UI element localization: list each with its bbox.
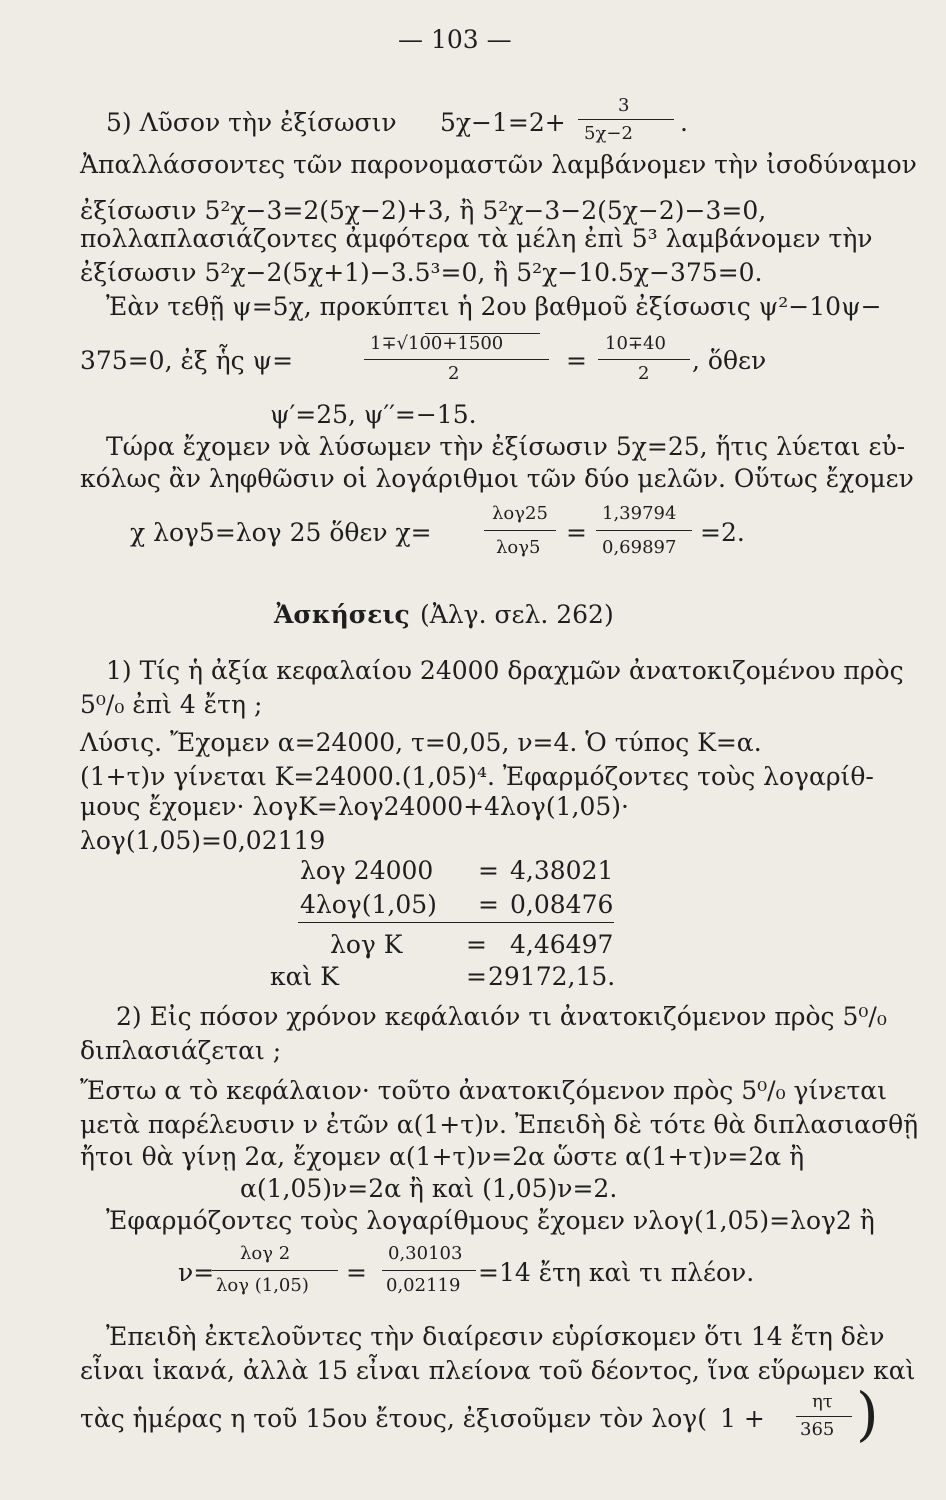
formula-numerator: 10∓40 xyxy=(605,333,666,354)
page-number: — 103 — xyxy=(398,25,512,54)
text-line: Ἐὰν τεθῇ ψ=5χ, προκύπτει ἡ 2ου βαθμοῦ ἐξίσωσις ψ²−10ψ− xyxy=(106,292,882,321)
log-table-label: λογ Κ xyxy=(330,930,403,959)
exercise-5-intro: 5) Λῦσον τὴν ἐξίσωσιν xyxy=(106,108,397,137)
log-table-equals: = xyxy=(466,930,487,959)
exercise-2-question: 2) Εἰς πόσον χρόνον κεφάλαιόν τι ἀνατοκιζόμενον πρὸς 5⁰/₀ xyxy=(116,1002,887,1031)
text-line: Τώρα ἔχομεν νὰ λύσωμεν τὴν ἐξίσωσιν 5χ=25, ἥτις λύεται εὐ- xyxy=(106,432,906,461)
exercise-2-solution: Ἐφαρμόζοντες τοὺς λογαρίθμους ἔχομεν νλογ(1,05)=λογ2 ἢ xyxy=(106,1206,875,1235)
text-line: τὰς ἡμέρας η τοῦ 15ου ἔτους, ἐξισοῦμεν τὸν λογ( xyxy=(80,1404,707,1433)
exercise-2-solution: α(1,05)ν=2α ἢ καὶ (1,05)ν=2. xyxy=(240,1174,618,1203)
log-table-label: καὶ Κ xyxy=(270,962,339,991)
text-line: Ἀπαλλάσσοντες τῶν παρονομαστῶν λαμβάνομεν τὴν ἰσοδύναμον xyxy=(80,150,917,179)
formula-fraction-bar xyxy=(484,530,556,531)
log-table-value: 4,38021 xyxy=(510,856,614,885)
formula-fraction-bar xyxy=(212,1270,338,1271)
exercise-1-solution: λογ(1,05)=0,02119 xyxy=(80,826,326,855)
formula-denominator: λογ5 xyxy=(496,537,541,558)
formula-equals: = xyxy=(346,1258,367,1287)
formula-numerator: 1∓√100+1500 xyxy=(370,333,504,354)
text-line: κόλως ἂν ληφθῶσιν οἱ λογάριθμοι τῶν δύο μελῶν. Οὕτως ἔχομεν xyxy=(80,464,914,493)
formula-fraction-bar xyxy=(596,530,692,531)
formula-numerator: ητ xyxy=(812,1391,833,1412)
exercise-5-end: . xyxy=(680,108,688,137)
formula-term: 1 + xyxy=(720,1404,765,1433)
text-line: Ἐπειδὴ ἐκτελοῦντες τὴν διαίρεσιν εὑρίσκομεν ὅτι 14 ἔτη δὲν xyxy=(106,1322,885,1351)
exercise-2-solution: Ἔστω α τὸ κεφάλαιον· τοῦτο ἀνατοκιζόμενον πρὸς 5⁰/₀ γίνεται xyxy=(80,1076,887,1105)
exercise-1-solution: μους ἔχομεν· λογΚ=λογ24000+4λογ(1,05)· xyxy=(80,792,629,821)
log-table-label: λογ 24000 xyxy=(300,856,434,885)
closing-parenthesis: ) xyxy=(856,1380,879,1448)
exercise-5-frac-bar xyxy=(578,119,674,120)
text-line: ἐξίσωσιν 5²χ−3=2(5χ−2)+3, ἢ 5²χ−3−2(5χ−2)−3=0, xyxy=(80,196,767,225)
log-table-value: 0,08476 xyxy=(510,890,614,919)
section-heading-ref: (Ἀλγ. σελ. 262) xyxy=(420,600,614,629)
formula-fraction-bar xyxy=(382,1270,476,1271)
log-table-equals: = xyxy=(466,962,487,991)
log-table-label: 4λογ(1,05) xyxy=(300,890,437,919)
exercise-1-question: 1) Τίς ἡ ἀξία κεφαλαίου 24000 δραχμῶν ἀνατοκιζομένου πρὸς xyxy=(106,656,904,685)
log-table-equals: = xyxy=(478,856,499,885)
formula-tail: , ὅθεν xyxy=(692,346,767,375)
log-table-value: 29172,15. xyxy=(488,962,616,991)
formula-equals: = xyxy=(566,346,587,375)
exercise-5-frac-num: 3 xyxy=(618,95,630,116)
formula-numerator: λογ 2 xyxy=(240,1243,291,1264)
formula-denominator: 0,69897 xyxy=(602,537,677,558)
formula-numerator: 1,39794 xyxy=(602,503,677,524)
exercise-2-solution: μετὰ παρέλευσιν ν ἐτῶν α(1+τ)ν. Ἐπειδὴ δὲ τότε θὰ διπλασιασθῇ xyxy=(80,1110,919,1139)
text-line: ψ′=25, ψ′′=−15. xyxy=(270,400,477,429)
log-table-sum-rule xyxy=(298,922,614,923)
exercise-2-question: διπλασιάζεται ; xyxy=(80,1036,282,1065)
formula-numerator: 0,30103 xyxy=(388,1243,463,1264)
text-line: ἐξίσωσιν 5²χ−2(5χ+1)−3.5³=0, ἢ 5²χ−10.5χ−375=0. xyxy=(80,258,763,287)
formula-denominator: 0,02119 xyxy=(386,1275,461,1296)
formula-denominator: λογ (1,05) xyxy=(216,1275,309,1296)
formula-numerator: λογ25 xyxy=(492,503,548,524)
formula-result: =2. xyxy=(700,518,745,547)
exercise-5-lhs: 5χ−1=2+ xyxy=(440,108,566,137)
exercise-2-solution: ἤτοι θὰ γίνῃ 2α, ἔχομεν α(1+τ)ν=2α ὥστε α(1+τ)ν=2α ἢ xyxy=(80,1142,805,1171)
exercise-5-frac-den: 5χ−2 xyxy=(584,123,633,144)
text-line: εἶναι ἱκανά, ἀλλὰ 15 εἶναι πλείονα τοῦ δέοντος, ἵνα εὕρωμεν καὶ xyxy=(80,1356,916,1385)
section-heading: Ἀσκήσεις xyxy=(274,600,410,629)
formula-result: =14 ἔτη καὶ τι πλέον. xyxy=(478,1258,755,1287)
formula-equals: = xyxy=(566,518,587,547)
formula-fraction-bar xyxy=(598,359,690,360)
formula-fraction-bar xyxy=(364,359,549,360)
sqrt-vinculum xyxy=(425,333,540,334)
formula-line: χ λογ5=λογ 25 ὅθεν χ= xyxy=(130,518,432,547)
log-table-value: 4,46497 xyxy=(510,930,614,959)
exercise-1-question: 5⁰/₀ ἐπὶ 4 ἔτη ; xyxy=(80,690,263,719)
formula-line: 375=0, ἐξ ἧς ψ= xyxy=(80,346,294,375)
text-line: πολλαπλασιάζοντες ἀμφότερα τὰ μέλη ἐπὶ 5³ λαμβάνομεν τὴν xyxy=(80,224,873,253)
formula-line: ν= xyxy=(178,1258,215,1287)
formula-fraction-bar xyxy=(796,1416,852,1417)
log-table-equals: = xyxy=(478,890,499,919)
formula-denominator: 2 xyxy=(638,363,650,384)
exercise-1-solution: (1+τ)ν γίνεται Κ=24000.(1,05)⁴. Ἐφαρμόζοντες τοὺς λογαρίθ- xyxy=(80,762,874,791)
exercise-1-solution: Λύσις. Ἔχομεν α=24000, τ=0,05, ν=4. Ὁ τύπος Κ=α. xyxy=(80,728,762,757)
formula-denominator: 2 xyxy=(448,363,460,384)
formula-denominator: 365 xyxy=(800,1419,835,1440)
